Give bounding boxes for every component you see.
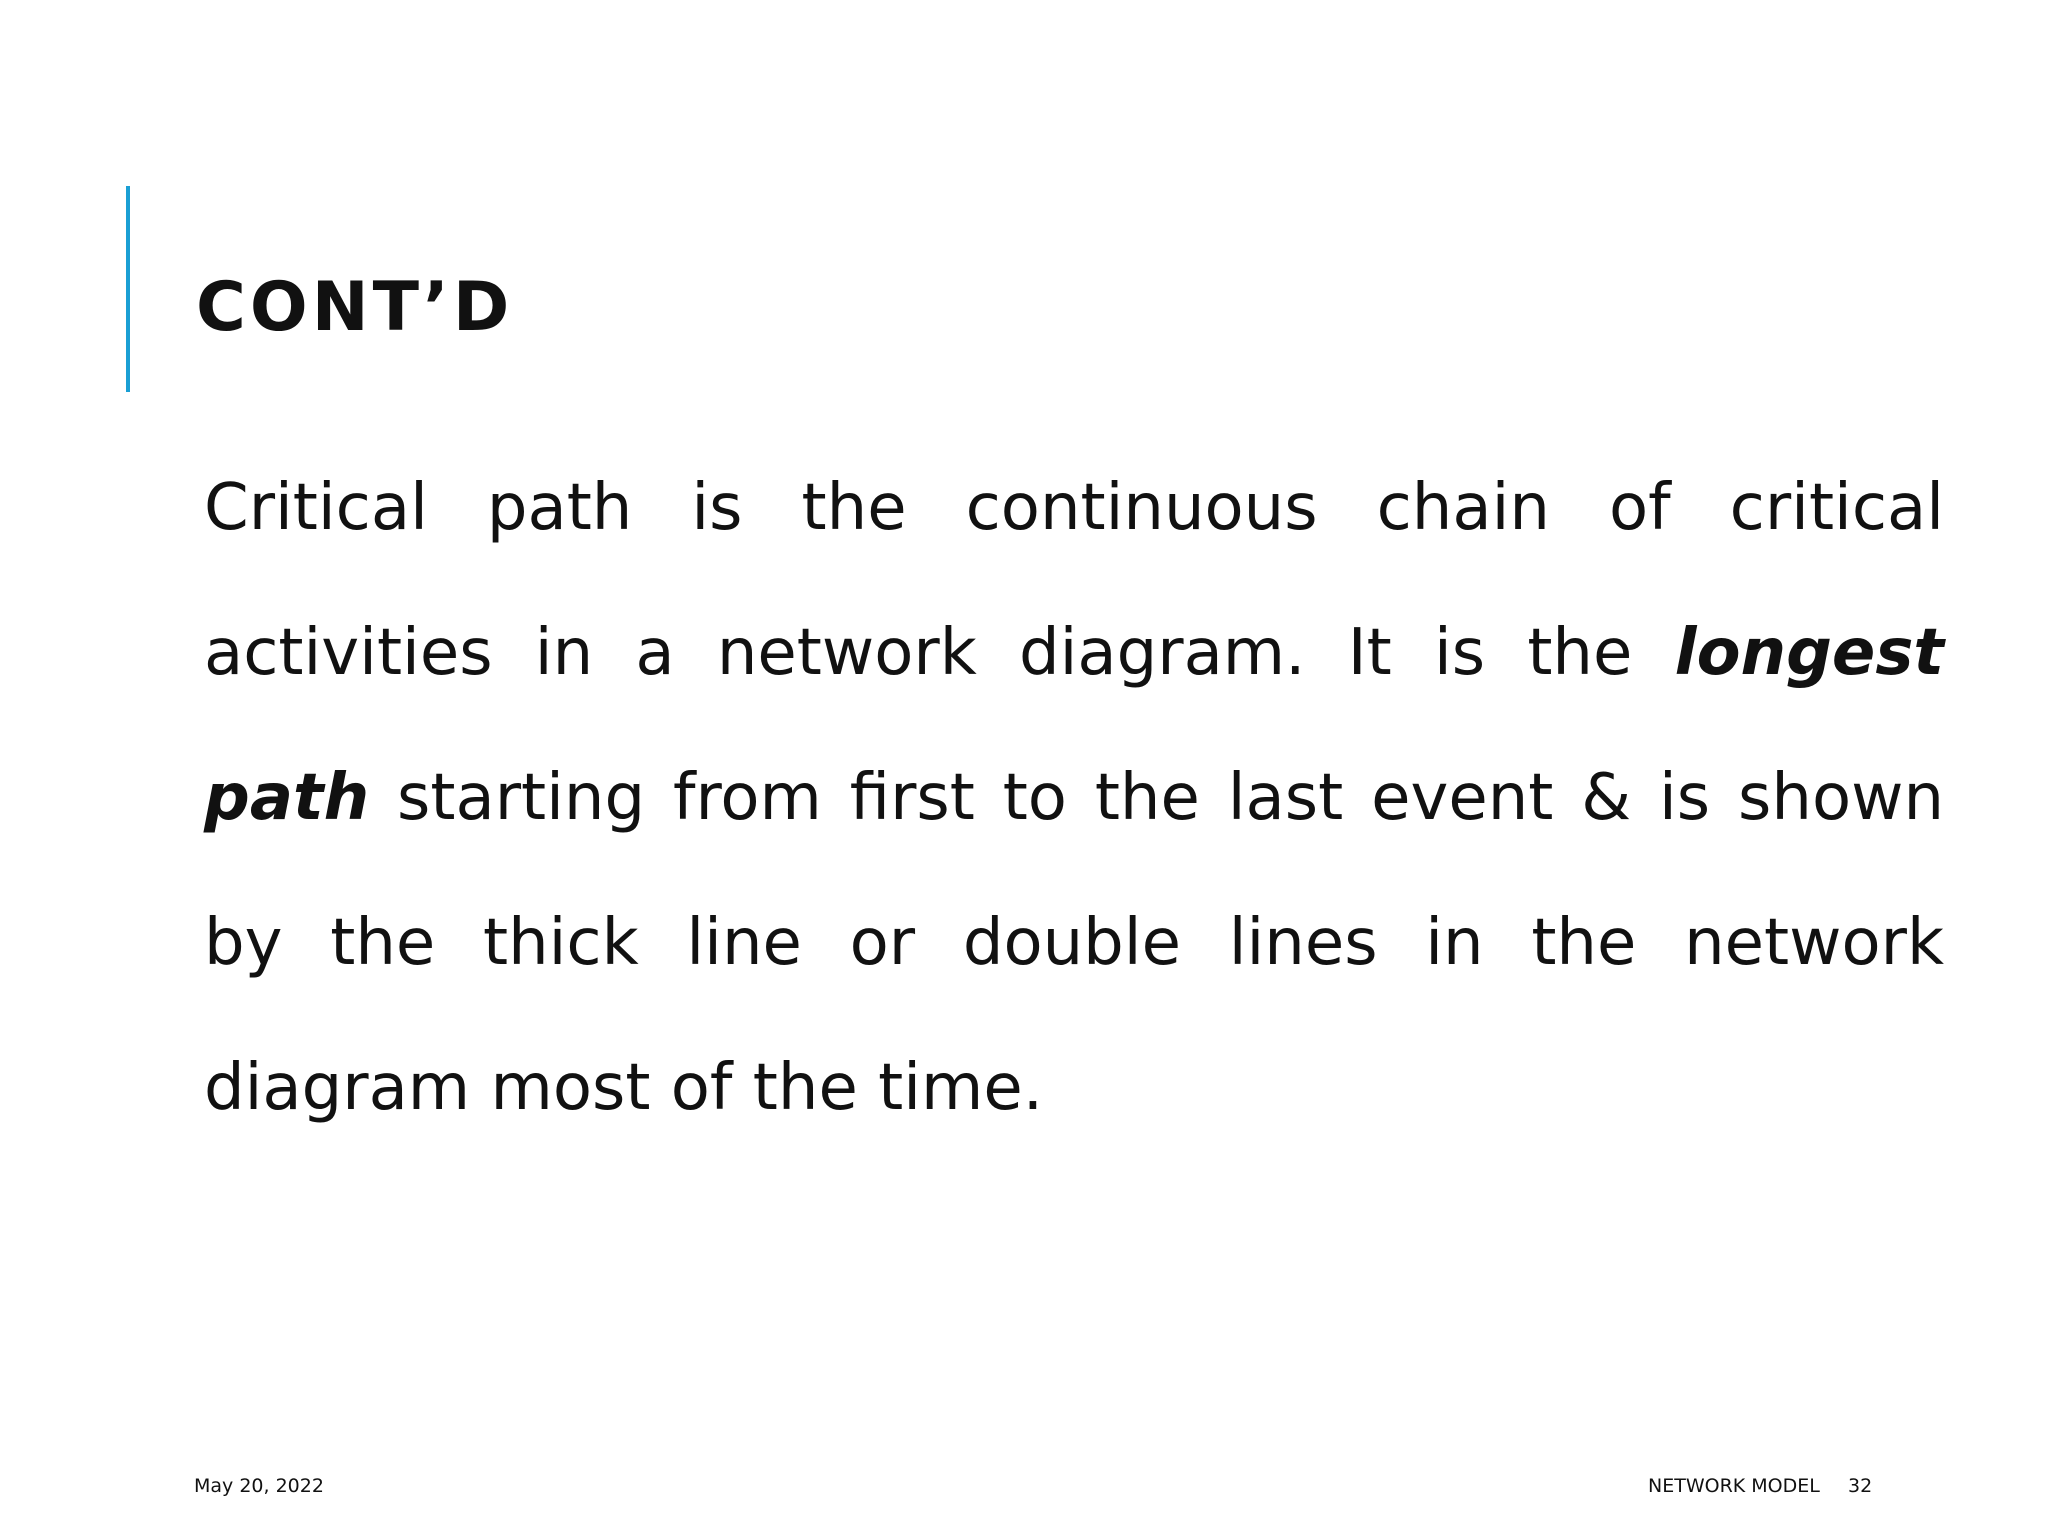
body-text-part-2: starting from first to the last event & is shown by the thick line or double lines in the network diagram most of the time. <box>204 761 1944 1125</box>
footer-page-number: 32 <box>1848 1475 1873 1497</box>
title-accent-bar <box>126 186 130 392</box>
footer-date: May 20, 2022 <box>194 1475 324 1497</box>
footer-presentation-title: NETWORK MODEL <box>1648 1475 1820 1497</box>
slide-title: CONT’D <box>196 268 514 347</box>
body-text-emphasis: longest path <box>204 616 1944 835</box>
body-text-part-1: Critical path is the continuous chain of critical activities in a network diagram. It is the <box>204 471 1944 690</box>
slide-body-text <box>204 436 1944 1161</box>
